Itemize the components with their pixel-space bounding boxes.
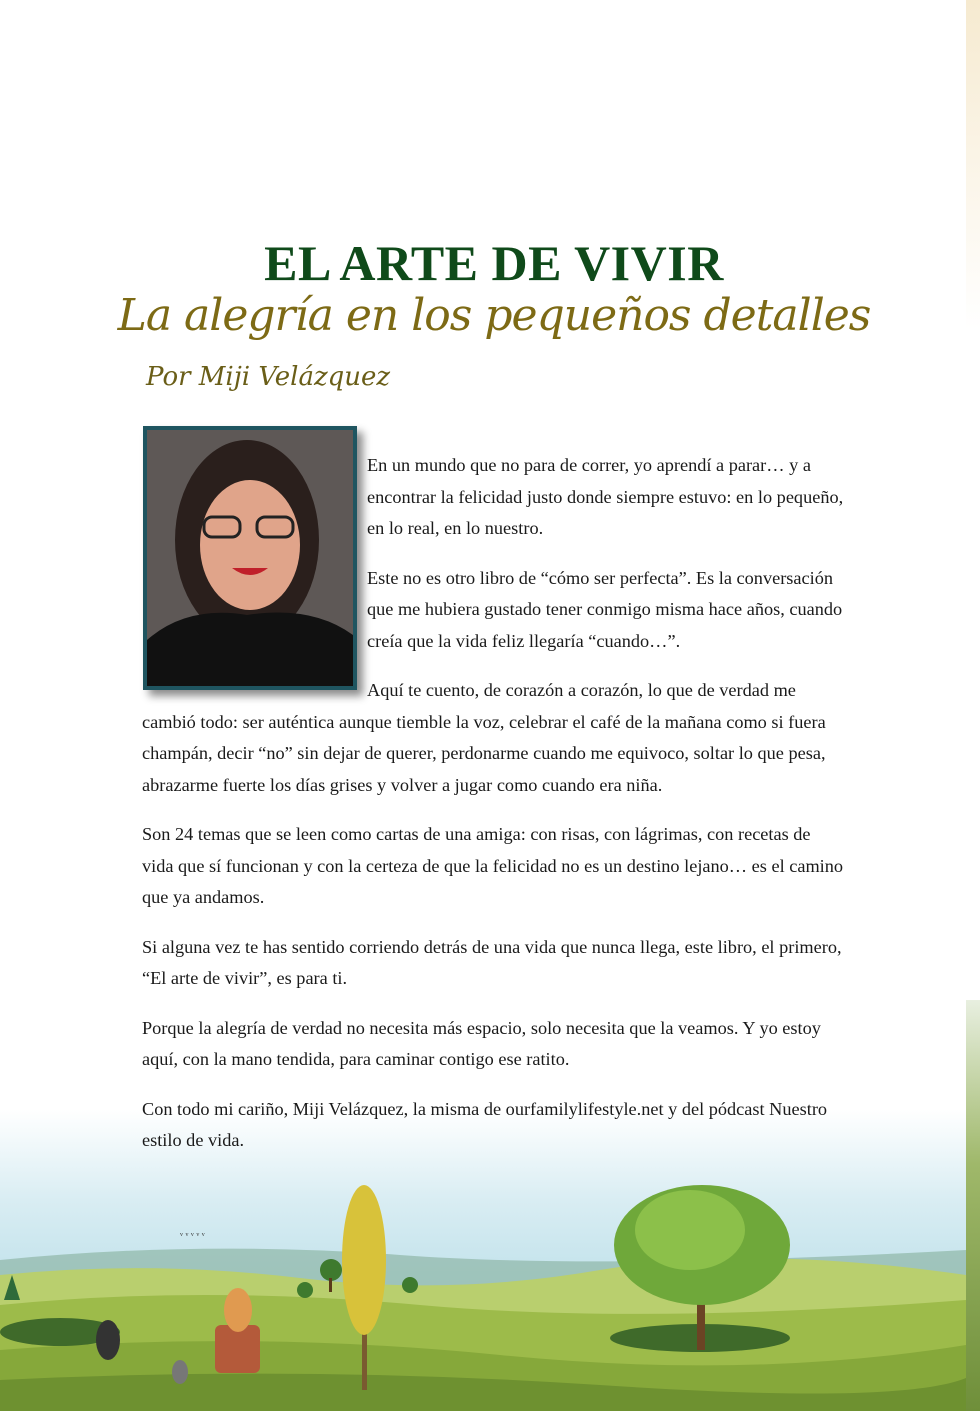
paragraph: Aquí te cuento, de corazón a corazón, lo que de verdad me cambió todo: ser auténtica aunque tiemble la voz, celebrar el café de la mañana como si fuera champán, decir “no” sin dejar de querer, perdonarme cuando me equivoco, soltar lo que pesa, abrazarme fuerte los días grises y volver a jugar como cuando era niña. [142,680,826,795]
page-edge-decoration [966,1000,980,1411]
paragraph: Con todo mi cariño, Miji Velázquez, la misma de ourfamilylifestyle.net y del pódcast Nuestro estilo de vida. [142,1098,828,1150]
paragraph: En un mundo que no para de correr, yo aprendí a parar… y a encontrar la felicidad justo donde siempre estuvo: en lo pequeño, en lo real, en lo nuestro. [367,455,844,538]
paragraph: Porque la alegría de verdad no necesita más espacio, solo necesita que la veamos. Y yo estoy aquí, con la mano tendida, para caminar contigo ese ratito. [142,1017,821,1069]
book-subtitle: La alegría en los pequeños detalles [117,290,871,341]
book-title: EL ARTE DE VIVIR [264,235,724,291]
body-text [142,450,844,1175]
paragraph: Este no es otro libro de “cómo ser perfecta”. Es la conversación que me hubiera gustado tener conmigo misma hace años, cuando creía que la vida feliz llegaría “cuando…”. [367,567,843,651]
author-byline: Por Miji Velázquez [146,362,391,392]
author-photo [143,426,357,690]
svg-text:ᵥ ᵥ ᵥ ᵥ ᵥ: ᵥ ᵥ ᵥ ᵥ ᵥ [180,1227,205,1238]
paragraph: Son 24 temas que se leen como cartas de una amiga: con risas, con lágrimas, con recetas de vida que sí funcionan y con la certeza de que la felicidad no es un destino lejano… es el camino que ya andamos. [142,824,844,907]
paragraph: Si alguna vez te has sentido corriendo detrás de una vida que nunca llega, este libro, el primero, “El arte de vivir”, es para ti. [142,936,842,988]
